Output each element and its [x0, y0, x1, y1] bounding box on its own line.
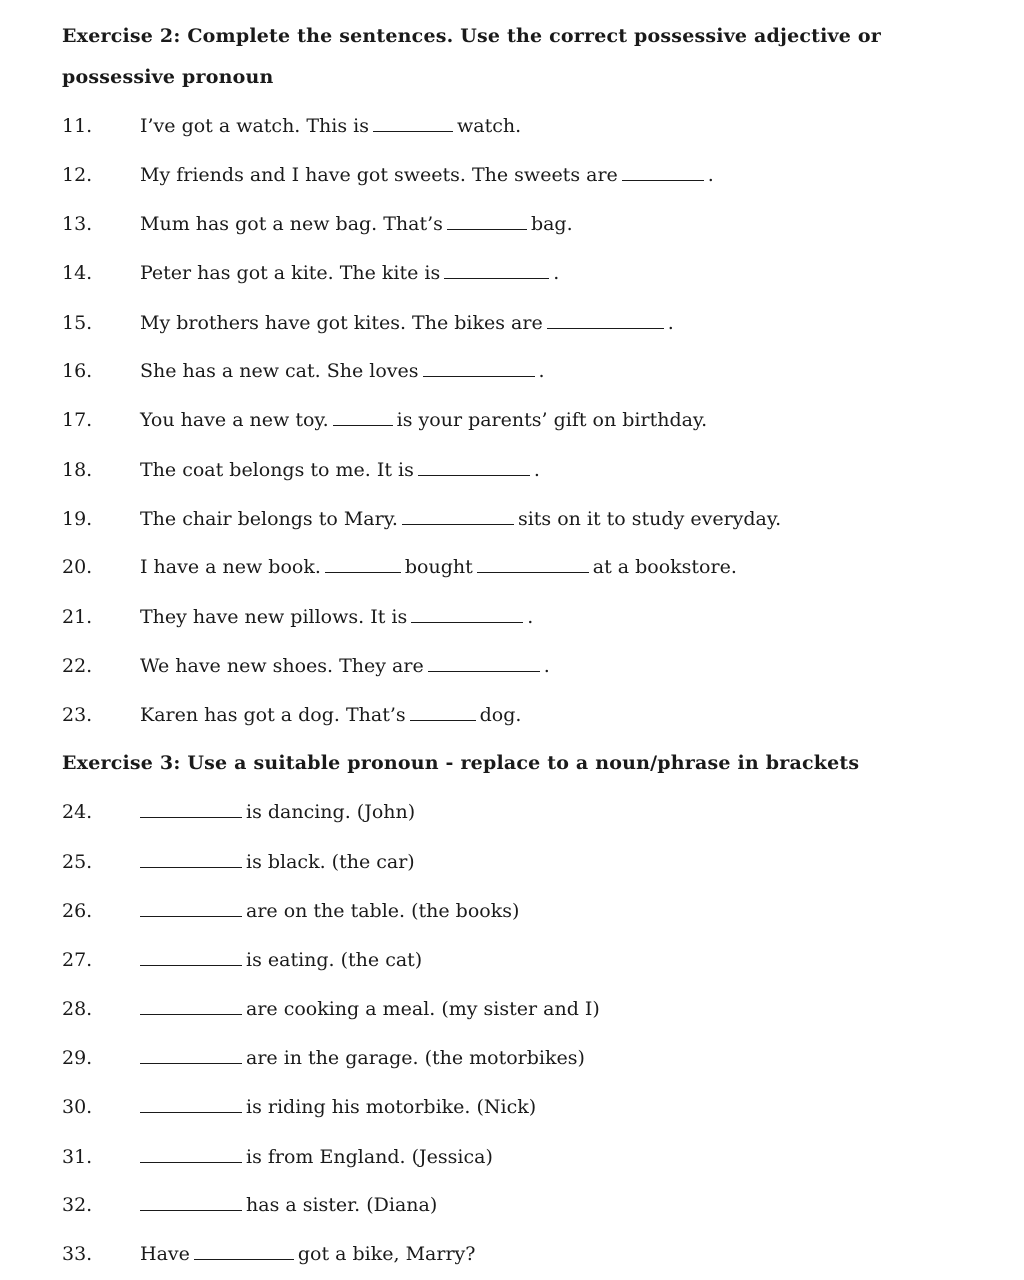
answer-blank[interactable] [140, 849, 242, 868]
answer-blank[interactable] [140, 1045, 242, 1064]
answer-blank[interactable] [447, 211, 527, 230]
answer-blank[interactable] [428, 653, 540, 672]
answer-blank[interactable] [444, 260, 549, 279]
worksheet-page [62, 0, 962, 1280]
question-24: 24. is dancing. (John) [62, 801, 416, 823]
question-31: 31. is from England. (Jessica) [62, 1146, 493, 1168]
question-25: 25. is black. (the car) [62, 851, 415, 873]
answer-blank[interactable] [373, 113, 453, 132]
question-16: 16. She has a new cat. She loves . [62, 360, 545, 382]
question-18: 18. The coat belongs to me. It is . [62, 459, 540, 481]
question-13: 13. Mum has got a new bag. That’s bag. [62, 213, 573, 235]
answer-blank[interactable] [140, 898, 242, 917]
answer-blank[interactable] [194, 1241, 294, 1260]
question-21: 21. They have new pillows. It is . [62, 606, 534, 628]
answer-blank[interactable] [140, 1192, 242, 1211]
answer-blank[interactable] [418, 457, 530, 476]
answer-blank[interactable] [140, 799, 242, 818]
answer-blank[interactable] [622, 162, 704, 181]
exercise-2-heading-line1: Exercise 2: Complete the sentences. Use the correct possessive adjective or [62, 25, 881, 47]
question-27: 27. is eating. (the cat) [62, 949, 423, 971]
question-29: 29. are in the garage. (the motorbikes) [62, 1047, 585, 1069]
answer-blank[interactable] [325, 554, 401, 573]
exercise-2-heading [62, 16, 962, 98]
question-12: 12. My friends and I have got sweets. The sweets are . [62, 164, 714, 186]
question-33: 33. Have got a bike, Marry? [62, 1243, 476, 1265]
answer-blank[interactable] [333, 407, 393, 426]
question-30: 30. is riding his motorbike. (Nick) [62, 1096, 537, 1118]
question-11: 11. I’ve got a watch. This is watch. [62, 115, 522, 137]
answer-blank[interactable] [411, 604, 523, 623]
question-19: 19. The chair belongs to Mary. sits on it to study everyday. [62, 508, 782, 530]
question-17: 17. You have a new toy. is your parents’ gift on birthday. [62, 409, 708, 431]
answer-blank[interactable] [410, 702, 476, 721]
answer-blank[interactable] [547, 310, 664, 329]
answer-blank[interactable] [140, 996, 242, 1015]
exercise-2-heading-line2: possessive pronoun [62, 66, 274, 88]
question-15: 15. My brothers have got kites. The bikes are . [62, 312, 674, 334]
question-32: 32. has a sister. (Diana) [62, 1194, 438, 1216]
question-23: 23. Karen has got a dog. That’s dog. [62, 704, 522, 726]
question-26: 26. are on the table. (the books) [62, 900, 520, 922]
answer-blank[interactable] [402, 506, 514, 525]
question-28: 28. are cooking a meal. (my sister and I) [62, 998, 600, 1020]
answer-blank[interactable] [140, 1094, 242, 1113]
question-22: 22. We have new shoes. They are . [62, 655, 550, 677]
exercise-3-heading: Exercise 3: Use a suitable pronoun - replace to a noun/phrase in brackets [62, 752, 860, 774]
answer-blank[interactable] [423, 358, 535, 377]
question-20: 20. I have a new book. bought at a bookstore. [62, 556, 737, 578]
answer-blank[interactable] [140, 947, 242, 966]
answer-blank[interactable] [477, 554, 589, 573]
question-14: 14. Peter has got a kite. The kite is . [62, 262, 560, 284]
answer-blank[interactable] [140, 1144, 242, 1163]
